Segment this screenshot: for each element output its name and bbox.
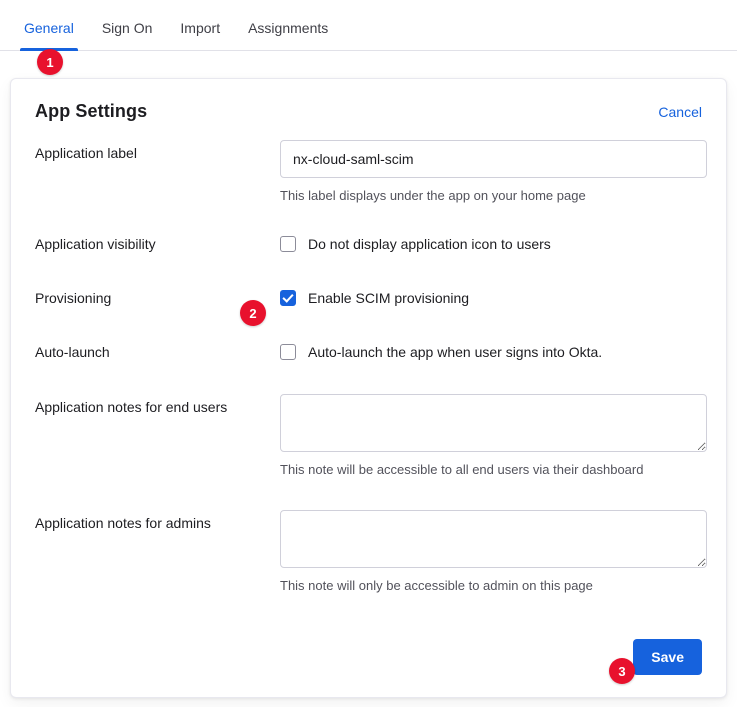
settings-form bbox=[11, 122, 726, 594]
notes-admins-textarea[interactable] bbox=[280, 510, 707, 568]
page-title: App Settings bbox=[35, 101, 148, 121]
notes-end-users-field-wrap bbox=[280, 394, 707, 478]
auto-launch-field-wrap bbox=[280, 342, 702, 362]
save-button[interactable]: Save bbox=[633, 639, 702, 675]
notes-admins-hint: This note will only be accessible to admin on this page bbox=[280, 578, 593, 593]
application-label-label: Application label bbox=[35, 145, 137, 161]
cancel-button[interactable]: Cancel bbox=[658, 104, 702, 120]
row-application-visibility bbox=[35, 234, 702, 254]
row-notes-end-users bbox=[35, 394, 702, 478]
row-auto-launch bbox=[35, 342, 702, 362]
visibility-check-line bbox=[280, 234, 702, 254]
row-provisioning bbox=[35, 288, 702, 308]
app-settings-card bbox=[10, 78, 727, 698]
application-visibility-field-wrap bbox=[280, 234, 702, 254]
auto-launch-check-line bbox=[280, 342, 702, 362]
notes-end-users-label: Application notes for end users bbox=[35, 399, 228, 415]
provisioning-field-wrap bbox=[280, 288, 702, 308]
tab-sign-on[interactable] bbox=[88, 20, 167, 50]
tab-import-label: Import bbox=[180, 20, 221, 36]
step-badge-2: 2 bbox=[240, 300, 266, 326]
tab-general-label: General bbox=[24, 20, 74, 36]
auto-launch-checkbox[interactable] bbox=[280, 344, 296, 360]
application-label-field-wrap bbox=[280, 140, 707, 204]
notes-end-users-textarea[interactable] bbox=[280, 394, 707, 452]
row-application-label bbox=[35, 140, 702, 204]
enable-scim-provisioning-label: Enable SCIM provisioning bbox=[308, 290, 470, 306]
tab-import[interactable] bbox=[166, 20, 234, 50]
step-badge-1: 1 bbox=[37, 49, 63, 75]
hide-app-icon-label: Do not display application icon to users bbox=[308, 236, 551, 252]
tab-sign-on-label: Sign On bbox=[101, 20, 153, 36]
enable-scim-provisioning-checkbox[interactable] bbox=[280, 290, 296, 306]
notes-admins-field-wrap bbox=[280, 510, 707, 594]
application-visibility-label: Application visibility bbox=[35, 236, 156, 252]
row-notes-admins bbox=[35, 510, 702, 594]
hide-app-icon-checkbox[interactable] bbox=[280, 236, 296, 252]
tab-general[interactable] bbox=[10, 20, 88, 50]
card-header bbox=[11, 79, 726, 122]
tab-assignments-label: Assignments bbox=[248, 20, 329, 36]
provisioning-label: Provisioning bbox=[35, 290, 112, 306]
tab-assignments[interactable] bbox=[234, 20, 342, 50]
card-footer bbox=[633, 639, 702, 675]
auto-launch-label: Auto-launch bbox=[35, 344, 110, 360]
step-badge-3: 3 bbox=[609, 658, 635, 684]
notes-admins-label: Application notes for admins bbox=[35, 515, 211, 531]
notes-end-users-hint: This note will be accessible to all end users via their dashboard bbox=[280, 462, 644, 477]
tab-bar bbox=[0, 0, 737, 51]
application-label-input[interactable] bbox=[280, 140, 707, 178]
provisioning-check-line bbox=[280, 288, 702, 308]
auto-launch-checkbox-label: Auto-launch the app when user signs into Okta. bbox=[308, 344, 603, 360]
application-label-hint: This label displays under the app on your home page bbox=[280, 188, 586, 203]
